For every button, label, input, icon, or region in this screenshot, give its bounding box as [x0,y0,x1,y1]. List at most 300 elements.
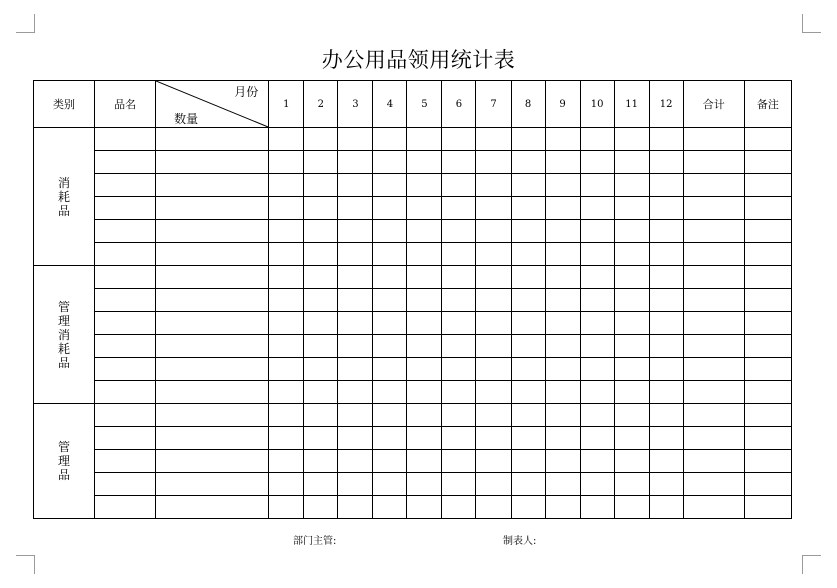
table-cell[interactable] [338,335,373,358]
table-cell[interactable] [338,197,373,220]
table-cell[interactable] [373,220,407,243]
table-cell[interactable] [649,174,683,197]
header-item-name: 品名 [95,81,156,128]
table-cell[interactable] [649,220,683,243]
table-cell[interactable] [373,312,407,335]
table-cell[interactable] [545,496,580,519]
table-cell[interactable] [511,404,545,427]
table-cell[interactable] [156,151,269,174]
table-cell[interactable] [545,220,580,243]
table-cell[interactable] [407,151,442,174]
table-cell[interactable] [580,381,614,404]
table-cell[interactable] [407,358,442,381]
table-cell[interactable] [580,266,614,289]
table-cell[interactable] [545,266,580,289]
table-cell[interactable] [683,496,744,519]
table-cell[interactable] [373,266,407,289]
table-cell[interactable] [373,289,407,312]
table-cell[interactable] [442,128,476,151]
table-cell[interactable] [338,243,373,266]
table-cell[interactable] [338,266,373,289]
table-cell[interactable] [442,197,476,220]
table-cell[interactable] [683,335,744,358]
table-cell[interactable] [373,335,407,358]
table-cell[interactable] [156,220,269,243]
table-cell[interactable] [156,197,269,220]
table-cell[interactable] [373,197,407,220]
table-cell[interactable] [744,197,791,220]
table-cell[interactable] [156,473,269,496]
table-cell[interactable] [338,220,373,243]
table-row [34,358,792,381]
header-month-1: 1 [269,81,304,128]
table-cell[interactable] [95,197,156,220]
table-cell[interactable] [269,381,304,404]
table-cell[interactable] [407,496,442,519]
table-cell[interactable] [269,151,304,174]
table-cell[interactable] [683,128,744,151]
table-cell[interactable] [476,243,511,266]
table-cell[interactable] [649,404,683,427]
table-cell[interactable] [269,220,304,243]
table-cell[interactable] [683,174,744,197]
table-cell[interactable] [580,312,614,335]
table-cell[interactable] [304,427,338,450]
table-cell[interactable] [338,174,373,197]
table-cell[interactable] [407,473,442,496]
table-cell[interactable] [156,381,269,404]
table-cell[interactable] [744,174,791,197]
table-cell[interactable] [269,289,304,312]
table-cell[interactable] [683,151,744,174]
table-cell[interactable] [156,427,269,450]
table-cell[interactable] [683,450,744,473]
table-cell[interactable] [95,220,156,243]
table-cell[interactable] [545,335,580,358]
table-cell[interactable] [338,128,373,151]
table-cell[interactable] [269,450,304,473]
table-cell[interactable] [649,427,683,450]
table-cell[interactable] [744,358,791,381]
table-cell[interactable] [407,289,442,312]
table-cell[interactable] [407,174,442,197]
table-row [34,312,792,335]
table-cell[interactable] [476,473,511,496]
table-cell[interactable] [614,381,649,404]
table-cell[interactable] [304,381,338,404]
header-month-7: 7 [476,81,511,128]
table-cell[interactable] [442,289,476,312]
table-cell[interactable] [442,450,476,473]
table-cell[interactable] [683,197,744,220]
table-cell[interactable] [476,266,511,289]
table-cell[interactable] [744,335,791,358]
table-cell[interactable] [545,473,580,496]
table-cell[interactable] [614,473,649,496]
table-cell[interactable] [476,404,511,427]
table-cell[interactable] [304,496,338,519]
table-cell[interactable] [649,381,683,404]
table-cell[interactable] [649,128,683,151]
table-cell[interactable] [269,473,304,496]
table-cell[interactable] [683,381,744,404]
header-month-2: 2 [304,81,338,128]
table-cell[interactable] [338,358,373,381]
table-cell[interactable] [545,427,580,450]
table-cell[interactable] [442,243,476,266]
table-cell[interactable] [373,243,407,266]
category-cell [34,128,95,266]
table-cell[interactable] [407,220,442,243]
table-cell[interactable] [373,427,407,450]
table-cell[interactable] [545,358,580,381]
table-cell[interactable] [649,335,683,358]
table-cell[interactable] [580,289,614,312]
table-cell[interactable] [511,427,545,450]
table-cell[interactable] [511,358,545,381]
table-cell[interactable] [580,404,614,427]
table-cell[interactable] [649,496,683,519]
table-row [34,197,792,220]
table-cell[interactable] [95,174,156,197]
table-cell[interactable] [744,473,791,496]
table-cell[interactable] [476,358,511,381]
table-cell[interactable] [304,197,338,220]
table-cell[interactable] [580,151,614,174]
table-cell[interactable] [156,289,269,312]
table-cell[interactable] [511,197,545,220]
table-cell[interactable] [156,174,269,197]
table-cell[interactable] [407,197,442,220]
table-cell[interactable] [95,427,156,450]
table-cell[interactable] [373,381,407,404]
table-cell[interactable] [744,450,791,473]
table-cell[interactable] [442,220,476,243]
table-cell[interactable] [304,289,338,312]
table-cell[interactable] [511,450,545,473]
table-cell[interactable] [95,151,156,174]
table-cell[interactable] [511,312,545,335]
table-cell[interactable] [407,312,442,335]
table-cell[interactable] [683,220,744,243]
table-row [34,266,792,289]
header-month-6: 6 [442,81,476,128]
table-cell[interactable] [156,243,269,266]
table-cell[interactable] [338,404,373,427]
table-cell[interactable] [269,174,304,197]
table-cell[interactable] [511,151,545,174]
table-cell[interactable] [407,381,442,404]
table-cell[interactable] [614,450,649,473]
table-cell[interactable] [545,404,580,427]
table-cell[interactable] [580,243,614,266]
table-cell[interactable] [614,243,649,266]
table-cell[interactable] [744,128,791,151]
table-cell[interactable] [511,220,545,243]
table-cell[interactable] [442,335,476,358]
table-cell[interactable] [269,358,304,381]
table-cell[interactable] [338,151,373,174]
table-cell[interactable] [156,266,269,289]
table-cell[interactable] [649,473,683,496]
table-cell[interactable] [649,197,683,220]
table-cell[interactable] [338,496,373,519]
table-cell[interactable] [744,427,791,450]
table-cell[interactable] [744,266,791,289]
table-cell[interactable] [683,312,744,335]
table-cell[interactable] [580,220,614,243]
header-remarks: 备注 [744,81,791,128]
table-cell[interactable] [442,496,476,519]
table-cell[interactable] [269,243,304,266]
table-cell[interactable] [580,358,614,381]
table-cell[interactable] [373,151,407,174]
table-cell[interactable] [580,128,614,151]
table-cell[interactable] [683,473,744,496]
table-cell[interactable] [511,266,545,289]
table-cell[interactable] [476,496,511,519]
table-cell[interactable] [95,450,156,473]
table-cell[interactable] [649,450,683,473]
table-cell[interactable] [269,197,304,220]
table-cell[interactable] [373,496,407,519]
table-cell[interactable] [580,174,614,197]
table-cell[interactable] [683,266,744,289]
table-cell[interactable] [442,151,476,174]
table-cell[interactable] [95,404,156,427]
header-month-label: 月份 [234,85,259,99]
table-cell[interactable] [476,220,511,243]
table-cell[interactable] [580,197,614,220]
table-cell[interactable] [156,404,269,427]
table-cell[interactable] [304,151,338,174]
table-cell[interactable] [744,151,791,174]
table-cell[interactable] [338,289,373,312]
table-cell[interactable] [304,450,338,473]
table-cell[interactable] [156,312,269,335]
header-category: 类别 [34,81,95,128]
table-cell[interactable] [580,335,614,358]
table-cell[interactable] [614,427,649,450]
table-cell[interactable] [442,404,476,427]
table-cell[interactable] [269,404,304,427]
table-cell[interactable] [614,128,649,151]
table-cell[interactable] [545,243,580,266]
table-cell[interactable] [95,381,156,404]
table-cell[interactable] [304,243,338,266]
table-cell[interactable] [614,197,649,220]
table-row [34,427,792,450]
table-cell[interactable] [442,427,476,450]
crop-mark-top-left [16,14,35,33]
table-cell[interactable] [614,174,649,197]
header-diagonal-cell [156,81,269,128]
table-cell[interactable] [338,450,373,473]
table-cell[interactable] [407,404,442,427]
table-cell[interactable] [304,358,338,381]
table-cell[interactable] [580,450,614,473]
table-cell[interactable] [511,381,545,404]
table-cell[interactable] [269,128,304,151]
table-cell[interactable] [407,450,442,473]
header-month-9: 9 [545,81,580,128]
table-cell[interactable] [442,174,476,197]
table-cell[interactable] [304,312,338,335]
table-cell[interactable] [511,473,545,496]
table-cell[interactable] [95,128,156,151]
table-cell[interactable] [649,266,683,289]
table-cell[interactable] [95,243,156,266]
table-cell[interactable] [545,128,580,151]
table-cell[interactable] [545,450,580,473]
table-cell[interactable] [304,404,338,427]
table-row [34,473,792,496]
table-cell[interactable] [744,312,791,335]
table-cell[interactable] [511,289,545,312]
table-cell[interactable] [649,358,683,381]
table-cell[interactable] [545,289,580,312]
table-cell[interactable] [442,358,476,381]
table-cell[interactable] [95,358,156,381]
table-cell[interactable] [304,174,338,197]
table-cell[interactable] [649,289,683,312]
table-cell[interactable] [407,266,442,289]
table-cell[interactable] [156,335,269,358]
table-cell[interactable] [476,312,511,335]
table-cell[interactable] [511,243,545,266]
table-cell[interactable] [744,404,791,427]
table-cell[interactable] [476,197,511,220]
table-cell[interactable] [373,404,407,427]
table-cell[interactable] [304,266,338,289]
header-row [34,81,792,128]
table-cell[interactable] [407,335,442,358]
table-cell[interactable] [545,312,580,335]
table-cell[interactable] [476,128,511,151]
table-cell[interactable] [683,358,744,381]
table-cell[interactable] [304,335,338,358]
table-cell[interactable] [442,381,476,404]
table-cell[interactable] [442,266,476,289]
table-cell[interactable] [373,128,407,151]
table-cell[interactable] [269,427,304,450]
table-cell[interactable] [580,427,614,450]
table-row [34,289,792,312]
table-cell[interactable] [373,358,407,381]
table-cell[interactable] [269,335,304,358]
table-cell[interactable] [683,404,744,427]
table-cell[interactable] [649,243,683,266]
table-cell[interactable] [476,151,511,174]
table-cell[interactable] [580,496,614,519]
header-month-8: 8 [511,81,545,128]
table-cell[interactable] [269,266,304,289]
table-cell[interactable] [744,381,791,404]
table-cell[interactable] [304,128,338,151]
category-cell [34,266,95,404]
table-cell[interactable] [156,450,269,473]
table-cell[interactable] [511,335,545,358]
table-cell[interactable] [580,473,614,496]
table-cell[interactable] [511,174,545,197]
table-cell[interactable] [683,427,744,450]
table-cell[interactable] [545,197,580,220]
table-cell[interactable] [338,473,373,496]
table-cell[interactable] [614,151,649,174]
table-cell[interactable] [373,450,407,473]
table-cell[interactable] [614,496,649,519]
table-cell[interactable] [156,496,269,519]
table-cell[interactable] [649,312,683,335]
table-cell[interactable] [511,128,545,151]
table-cell[interactable] [545,381,580,404]
maker-label: 制表人: [503,536,537,547]
table-cell[interactable] [476,381,511,404]
table-cell[interactable] [511,496,545,519]
table-cell[interactable] [269,496,304,519]
category-label: 管理消耗品 [58,299,71,370]
header-month-4: 4 [373,81,407,128]
table-cell[interactable] [95,335,156,358]
table-cell[interactable] [614,220,649,243]
table-cell[interactable] [683,289,744,312]
table-cell[interactable] [338,381,373,404]
table-cell[interactable] [338,312,373,335]
table-cell[interactable] [442,473,476,496]
crop-mark-top-right [802,14,821,33]
table-cell[interactable] [373,473,407,496]
table-cell[interactable] [744,496,791,519]
table-cell[interactable] [269,312,304,335]
table-cell[interactable] [95,289,156,312]
table-cell[interactable] [545,174,580,197]
table-cell[interactable] [156,358,269,381]
table-cell[interactable] [95,496,156,519]
table-cell[interactable] [614,404,649,427]
table-row [34,128,792,151]
table-cell[interactable] [407,128,442,151]
table-cell[interactable] [373,174,407,197]
table-cell[interactable] [545,151,580,174]
table-cell[interactable] [304,473,338,496]
table-row [34,381,792,404]
table-cell[interactable] [649,151,683,174]
table-cell[interactable] [338,427,373,450]
table-cell[interactable] [476,427,511,450]
table-cell[interactable] [683,243,744,266]
table-cell[interactable] [442,312,476,335]
table-cell[interactable] [407,427,442,450]
table-cell[interactable] [95,473,156,496]
table-cell[interactable] [744,220,791,243]
table-cell[interactable] [476,335,511,358]
table-cell[interactable] [614,289,649,312]
table-cell[interactable] [476,289,511,312]
table-cell[interactable] [614,266,649,289]
table-cell[interactable] [744,289,791,312]
table-cell[interactable] [614,335,649,358]
table-cell[interactable] [304,220,338,243]
table-cell[interactable] [407,243,442,266]
table-cell[interactable] [156,128,269,151]
table-cell[interactable] [614,358,649,381]
table-cell[interactable] [744,243,791,266]
table-cell[interactable] [95,266,156,289]
table-cell[interactable] [476,450,511,473]
table-cell[interactable] [614,312,649,335]
table-cell[interactable] [95,312,156,335]
table-cell[interactable] [476,174,511,197]
